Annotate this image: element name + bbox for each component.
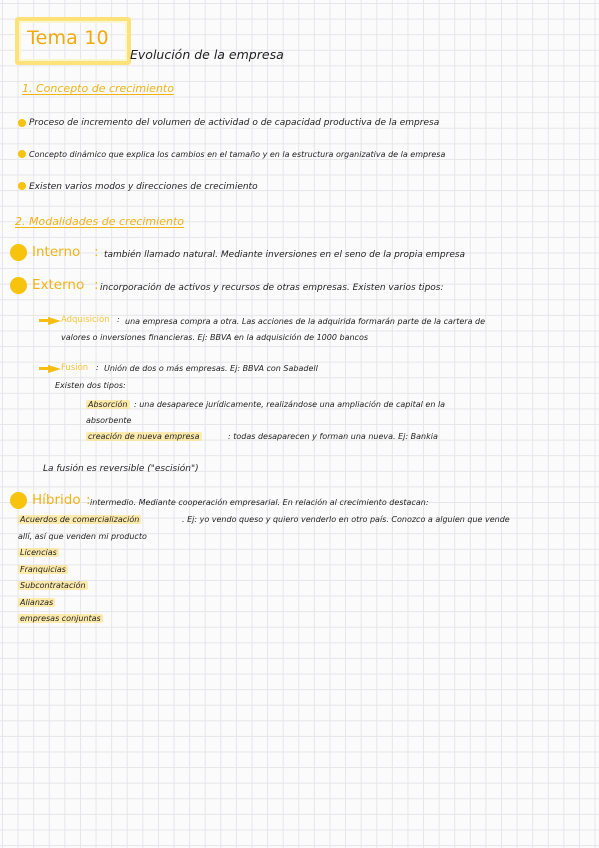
interno-text: también llamado natural. Mediante inversiones en el seno de la propia empresa	[104, 250, 466, 260]
bullet-dot	[18, 150, 26, 158]
bullet-dot	[18, 182, 26, 190]
section2-heading: 2. Modalidades de crecimiento	[15, 215, 184, 228]
bullet-bigdot	[10, 277, 27, 294]
adquisicion-label: Adquisición	[61, 315, 110, 325]
list-item: Franquicias	[20, 565, 66, 574]
adquisicion-sep: :	[117, 315, 120, 324]
externo-label: Externo	[32, 277, 85, 293]
hibrido-text: intermedio. Mediante cooperación empresarial. En relación al crecimiento destacan:	[90, 498, 429, 507]
list-item: Alianzas	[20, 598, 54, 607]
hibrido-label: Híbrido	[32, 492, 81, 508]
interno-sep: :	[94, 244, 99, 260]
bullet-dot	[18, 119, 26, 127]
externo-text: incorporación de activos y recursos de otras empresas. Existen varios tipos:	[100, 283, 444, 293]
fusion-sep: :	[96, 363, 99, 372]
externo-sep: :	[94, 277, 99, 293]
absorcion-line-2: absorbente	[86, 416, 132, 425]
page-subtitle: Evolución de la empresa	[130, 47, 284, 62]
arrow-icon	[48, 365, 61, 373]
fusion-tipos-intro: Existen dos tipos:	[55, 381, 126, 390]
acuerdos-label: Acuerdos de comercialización	[20, 515, 140, 524]
section1-bullet-1: Proceso de incremento del volumen de actividad o de capacidad productiva de la empresa	[29, 118, 440, 128]
hibrido-sep: :	[86, 492, 91, 508]
acuerdos-text: . Ej: yo vendo queso y quiero venderlo en otro país. Conozco a alguien que vende	[182, 515, 510, 524]
section1-heading: 1. Concepto de crecimiento	[22, 82, 174, 95]
list-item: empresas conjuntas	[20, 614, 101, 623]
adquisicion-line-1: una empresa compra a otra. Las acciones de la adquirida formarán parte de la cartera de	[125, 317, 486, 326]
bullet-bigdot	[10, 492, 27, 509]
adquisicion-line-2: valores o inversiones financieras. Ej: BBVA en la adquisición de 1000 bancos	[61, 333, 369, 342]
creacion-label: creación de nueva empresa	[88, 432, 200, 441]
absorcion-label: Absorción	[88, 400, 128, 409]
interno-label: Interno	[32, 244, 81, 260]
section1-bullet-2: Concepto dinámico que explica los cambios en el tamaño y en la estructura organizativa de la empresa	[29, 150, 446, 159]
acuerdos-line-2: allí, así que venden mi producto	[18, 532, 147, 541]
reversible-note: La fusión es reversible ("escisión")	[43, 464, 199, 474]
list-item: Licencias	[20, 548, 57, 557]
list-item: Subcontratación	[20, 581, 86, 590]
page-title: Tema 10	[27, 27, 109, 49]
section1-bullet-3: Existen varios modos y direcciones de crecimiento	[29, 182, 258, 192]
creacion-text: : todas desaparecen y forman una nueva. Ej: Bankia	[228, 432, 438, 441]
fusion-text: Unión de dos o más empresas. Ej: BBVA con Sabadell	[104, 364, 318, 373]
absorcion-text: : una desaparece jurídicamente, realizándose una ampliación de capital en la	[134, 400, 446, 409]
arrow-icon	[48, 317, 61, 325]
bullet-bigdot	[10, 244, 27, 261]
fusion-label: Fusión	[61, 363, 89, 373]
